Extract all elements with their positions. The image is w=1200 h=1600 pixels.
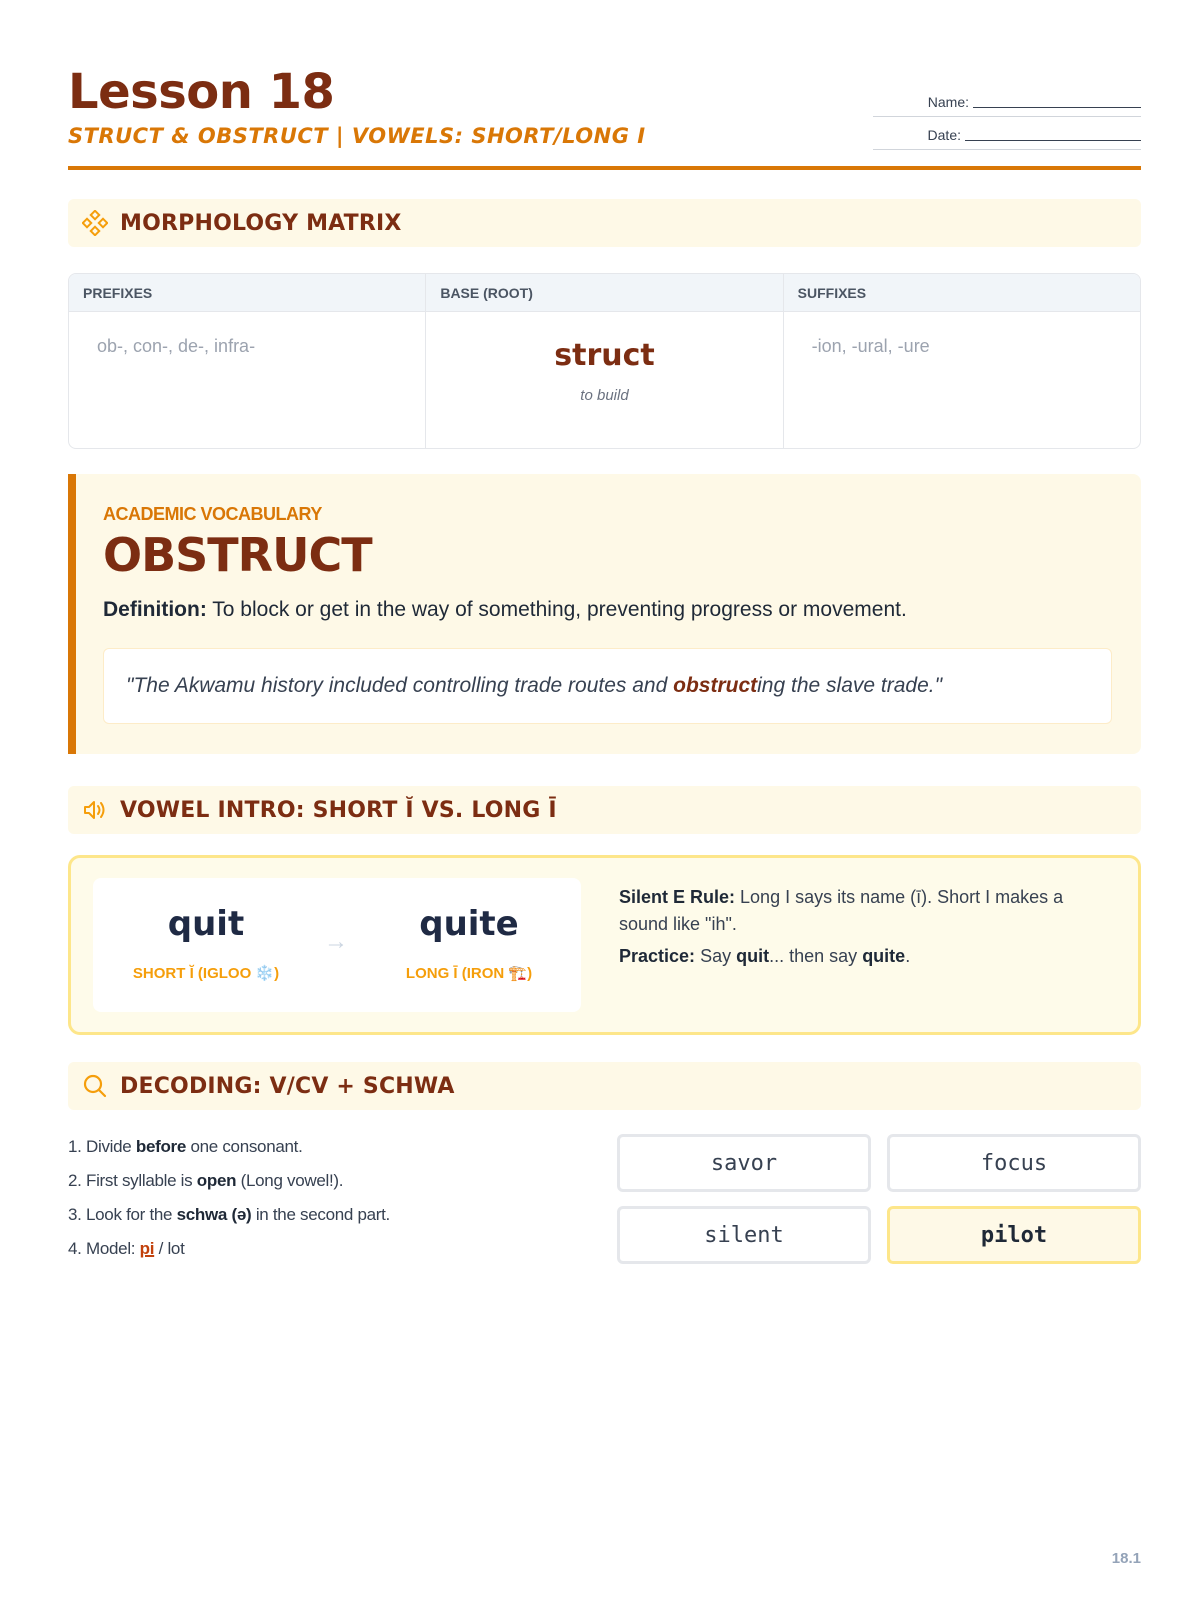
list-item — [68, 1232, 588, 1266]
practice-word: quit — [736, 946, 770, 966]
lesson-title: Lesson 18 — [68, 64, 335, 120]
quote-before: "The Akwamu history included controlling trade routes and — [126, 674, 674, 697]
step-text: (Long vowel!). — [236, 1171, 344, 1190]
date-label: Date: — [927, 127, 961, 143]
list-item — [68, 1164, 588, 1198]
list-item — [68, 1130, 588, 1164]
practice-word: quite — [862, 946, 906, 966]
morphology-title: MORPHOLOGY MATRIX — [120, 210, 402, 236]
vocabulary-card — [68, 474, 1141, 754]
suffixes-column — [784, 274, 1140, 448]
name-line — [973, 96, 1141, 108]
practice-instruction — [619, 946, 910, 967]
suffixes-header: SUFFIXES — [784, 274, 1140, 312]
search-icon — [82, 1073, 108, 1099]
prefixes-header: PREFIXES — [69, 274, 425, 312]
arrow-right-icon: → — [324, 928, 348, 955]
word-card-focus[interactable]: focus — [887, 1134, 1141, 1192]
step-bold: schwa (ə) — [176, 1205, 252, 1224]
root-word: struct — [554, 338, 655, 373]
practice-label: Practice: — [619, 946, 696, 966]
quote-after: ing the slave trade." — [757, 674, 943, 697]
name-label: Name: — [927, 94, 969, 110]
prefixes-column — [69, 274, 426, 448]
practice-part: Say — [700, 946, 732, 966]
step-text: in the second part. — [251, 1205, 390, 1224]
definition-label: Definition: — [103, 598, 207, 621]
decoding-steps — [68, 1130, 588, 1266]
base-header: BASE (ROOT) — [426, 274, 782, 312]
name-field[interactable] — [873, 84, 1141, 117]
morphology-matrix — [68, 273, 1141, 449]
rule-label: Silent E Rule: — [619, 887, 736, 907]
word-card-pilot[interactable]: pilot — [887, 1206, 1141, 1264]
decoding-title: DECODING: V/CV + SCHWA — [120, 1073, 455, 1099]
vowel-heading — [68, 786, 1141, 834]
step-text: one consonant. — [186, 1137, 303, 1156]
word-pair — [93, 878, 581, 1012]
step-bold: before — [135, 1137, 187, 1156]
definition-text: To block or get in the way of something, preventing progress or movement. — [212, 598, 907, 621]
date-line — [965, 129, 1141, 141]
diamond-cluster-icon — [82, 210, 108, 236]
morphology-heading — [68, 199, 1141, 247]
short-vowel-word: quit — [167, 904, 245, 944]
short-vowel-label: SHORT Ĭ (IGLOO ❄️) — [132, 965, 280, 982]
long-vowel-label: LONG Ī (IRON 🏗️) — [405, 965, 533, 982]
vocab-definition — [103, 598, 907, 622]
vocab-kicker: ACADEMIC VOCABULARY — [103, 504, 322, 524]
vowel-card — [68, 855, 1141, 1035]
lesson-subtitle: STRUCT & OBSTRUCT | VOWELS: SHORT/LONG I — [68, 124, 646, 148]
suffixes-value: -ion, -ural, -ure — [811, 336, 930, 356]
silent-e-rule — [619, 884, 1109, 938]
example-quote — [103, 648, 1112, 724]
list-item — [68, 1198, 588, 1232]
lesson-header — [68, 64, 1141, 170]
root-meaning: to build — [580, 387, 629, 404]
prefixes-value: ob-, con-, de-, infra- — [97, 336, 256, 356]
step-text: 1. Divide — [68, 1137, 136, 1156]
decoding-heading — [68, 1062, 1141, 1110]
worksheet-page — [68, 0, 1141, 1600]
date-field[interactable] — [873, 117, 1141, 150]
step-text: 3. Look for the — [68, 1205, 177, 1224]
quote-text — [126, 674, 942, 698]
practice-part: ... then say — [769, 946, 858, 966]
word-card-savor[interactable]: savor — [617, 1134, 871, 1192]
word-card-silent[interactable]: silent — [617, 1206, 871, 1264]
vowel-title: VOWEL INTRO: SHORT Ĭ VS. LONG Ī — [120, 797, 557, 823]
practice-part: . — [905, 946, 911, 966]
long-vowel-word: quite — [419, 904, 519, 944]
speaker-icon — [82, 797, 108, 823]
model-label: 4. Model: — [68, 1239, 140, 1258]
base-column — [426, 274, 783, 448]
vocab-word: OBSTRUCT — [103, 528, 372, 582]
student-meta — [873, 84, 1141, 150]
model-open-syllable: pi — [139, 1239, 155, 1258]
page-number: 18.1 — [1111, 1550, 1141, 1567]
rule-body: Long I says its name (ī). Short I makes a sound like "ih". — [619, 887, 1064, 934]
model-rest: / lot — [154, 1239, 185, 1258]
step-bold: open — [196, 1171, 237, 1190]
quote-highlight: obstruct — [673, 674, 758, 697]
step-text: 2. First syllable is — [68, 1171, 197, 1190]
